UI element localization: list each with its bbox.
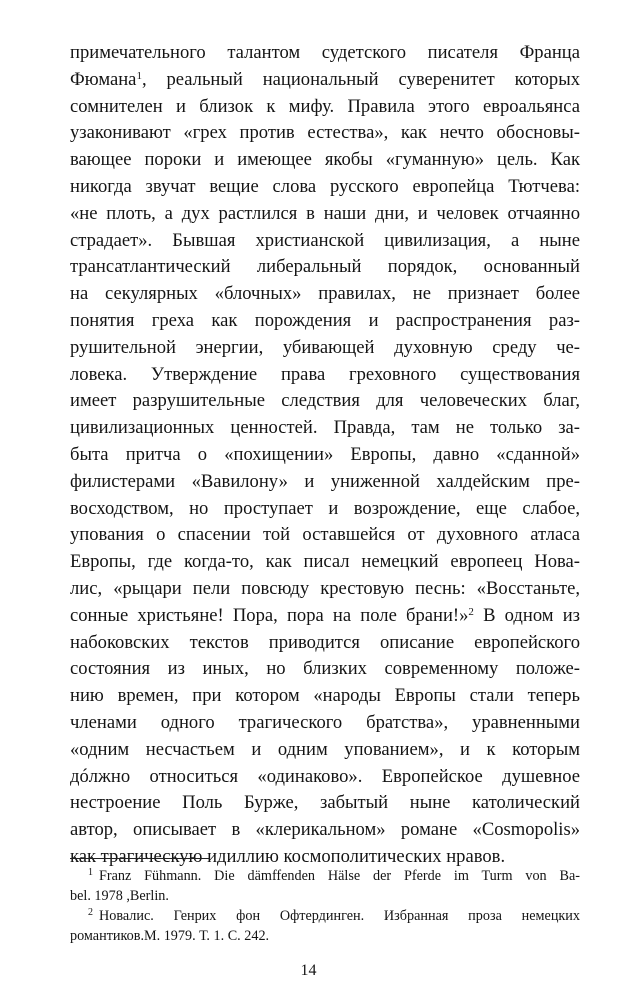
text-line: рушительной энергии, убивающей духовную среду че- — [70, 336, 580, 358]
footnote-1 — [70, 866, 580, 886]
footnote-number: 1 — [88, 867, 93, 878]
text-fragment: сонные христьяне! Пора, пора на поле брани!» — [70, 604, 469, 626]
text-line: дóлжно относиться «одинаково». Европейское душевное — [70, 765, 580, 787]
text-line: страдает». Бывшая христианской цивилизация, а ныне — [70, 229, 580, 251]
text-line: филистерами «Вавилону» и униженной халдейским пре- — [70, 470, 580, 492]
text-line: как трагическую идиллию космополитических нравов. — [70, 845, 506, 867]
text-line: членами одного трагического братства», уравненными — [70, 711, 580, 733]
footnote-text: Franz Fühmann. Die dämffenden Hälse der Pferde im Turm von Ba- — [99, 868, 580, 884]
text-line: узаконивают «грех против естества», как нечто обосновы- — [70, 122, 580, 144]
footnote-text: Новалис. Генрих фон Офтердинген. Избранная проза немецких — [99, 908, 580, 924]
footnote-ref-2: 2 — [468, 605, 474, 618]
text-line: трансатлантический либеральный порядок, основанный — [70, 256, 580, 278]
text-line: на секулярных «блочных» правилах, не признает более — [70, 283, 580, 305]
text-line: восходством, но проступает и возрождение, еще слабое, — [70, 497, 580, 519]
text-line: состояния из иных, но близких современному положе- — [70, 658, 580, 680]
text-fragment: , реальный национальный суверенитет которых — [141, 68, 580, 90]
text-line: имеет разрушительные следствия для человеческих благ, — [70, 390, 580, 412]
footnote-number: 2 — [88, 907, 93, 918]
text-line: примечательного талантом судетского писателя Франца — [70, 42, 580, 63]
text-line: набоковских текстов приводится описание европейского — [70, 631, 580, 653]
text-line: сомнителен и близок к мифу. Правила этого евроальянса — [70, 95, 580, 117]
text-line: «одним несчастьем и одним упованием», и к которым — [70, 738, 580, 760]
text-line: лис, «рыцари пели повсюду крестовую песнь: «Восстаньте, — [70, 577, 580, 599]
text-line: нестроение Поль Бурже, забытый ныне католический — [70, 792, 580, 814]
text-line: автор, описывает в «клерикальном» романе «Cosmopolis» — [70, 819, 580, 841]
footnote-ref-1: 1 — [136, 69, 142, 82]
footnotes — [70, 866, 580, 946]
text-line: упования о спасении той оставшейся от духовного атласа — [70, 524, 580, 546]
text-line: никогда звучат вещие слова русского европейца Тютчева: — [70, 175, 580, 197]
text-line — [70, 603, 580, 630]
text-line: ловека. Утверждение права греховного существования — [70, 363, 580, 385]
text-line: вающее пороки и имеющее якобы «гуманную» цель. Как — [70, 149, 580, 171]
text-line: понятия греха как порождения и распространения раз- — [70, 309, 580, 331]
page-number: 14 — [300, 962, 317, 979]
footnote-2-continued: романтиков.М. 1979. Т. 1. С. 242. — [70, 928, 270, 944]
text-line: быта притча о «похищении» Европы, давно «сданной» — [70, 443, 580, 465]
text-line: цивилизационных ценностей. Правда, там не только за- — [70, 417, 580, 439]
text-fragment: В одном из — [473, 604, 581, 626]
footnote-2 — [70, 906, 580, 926]
text-fragment: Фюмана — [70, 68, 137, 90]
text-line: нию времен, при котором «народы Европы стали теперь — [70, 685, 580, 707]
footnote-1-continued: bel. 1978 ,Berlin. — [70, 888, 169, 904]
text-line — [70, 67, 580, 94]
body-text — [70, 40, 580, 871]
text-line: «не плоть, а дух растлился в наши дни, и человек отчаянно — [70, 202, 580, 224]
text-line: Европы, где когда-то, как писал немецкий европеец Нова- — [70, 551, 580, 573]
footnote-divider — [70, 858, 210, 859]
